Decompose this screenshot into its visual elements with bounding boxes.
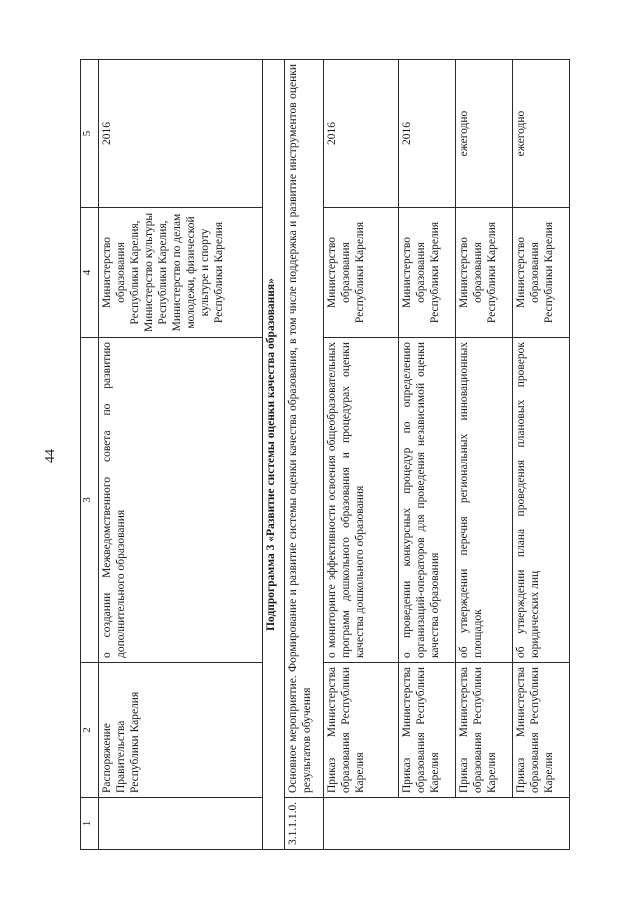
act-type-cell: Приказ Министерства образования Республики Карелия <box>398 663 455 798</box>
act-subject-cell: об утверждении плана проведения плановых проверок юридических лиц <box>512 338 569 663</box>
row-number-cell <box>99 798 263 850</box>
table-row <box>99 60 263 850</box>
act-subject-cell: о мониторинге эффективности освоения общеобразовательных программ дошкольного образования и процедурах оценки качества дошкольного образования <box>323 338 398 663</box>
page-number: 44 <box>43 449 58 463</box>
rotated-table-container <box>80 60 570 850</box>
table-row <box>512 60 569 850</box>
deadline-cell: 2016 <box>99 60 263 208</box>
header-col-1: 1 <box>81 798 99 850</box>
act-type-cell: Приказ Министерства образования Республики Карелия <box>323 663 398 798</box>
responsible-cell: Министерство образования Республики Карелия <box>323 208 398 338</box>
header-col-2: 2 <box>81 663 99 798</box>
deadline-cell: 2016 <box>398 60 455 208</box>
responsible-cell: Министерство образования Республики Карелия <box>455 208 512 338</box>
header-col-5: 5 <box>81 60 99 208</box>
main-event-row <box>284 60 323 850</box>
subprogram-title: Подпрограмма 3 «Развитие системы оценки качества образования» <box>262 60 284 850</box>
legal-acts-table <box>80 59 570 850</box>
table-row <box>455 60 512 850</box>
table-row <box>398 60 455 850</box>
deadline-cell: 2016 <box>323 60 398 208</box>
main-event-text: Основное мероприятие. Формирование и развитие системы оценки качества образования, в том числе поддержка и развитие инструментов оценки результатов обучения <box>284 60 323 798</box>
act-subject-cell: о проведении конкурсных процедур по определению организаций-операторов для проведения независимой оценки качества образования <box>398 338 455 663</box>
responsible-cell: Министерство образования Республики Карелия, Министерство культуры Республики Карелия, Министерство по делам молодежи, физической культуре и спорту Республики Карелия <box>99 208 263 338</box>
deadline-cell: ежегодно <box>455 60 512 208</box>
act-type-cell: Распоряжение Правительства Республики Карелия <box>99 663 263 798</box>
act-type-cell: Приказ Министерства образования Республики Карелия <box>512 663 569 798</box>
empty-code-cell <box>323 798 569 850</box>
table-header-row <box>81 60 99 850</box>
act-subject-cell: об утверждении перечня региональных инновационных площадок <box>455 338 512 663</box>
responsible-cell: Министерство образования Республики Карелия <box>512 208 569 338</box>
table-row <box>323 60 398 850</box>
deadline-cell: ежегодно <box>512 60 569 208</box>
subprogram-row <box>262 60 284 850</box>
header-col-3: 3 <box>81 338 99 663</box>
main-event-code: 3.1.1.1.0. <box>284 798 323 850</box>
responsible-cell: Министерство образования Республики Карелия <box>398 208 455 338</box>
act-type-cell: Приказ Министерства образования Республики Карелия <box>455 663 512 798</box>
header-col-4: 4 <box>81 208 99 338</box>
act-subject-cell: о создании Межведомственного совета по развитию дополнительного образования <box>99 338 263 663</box>
